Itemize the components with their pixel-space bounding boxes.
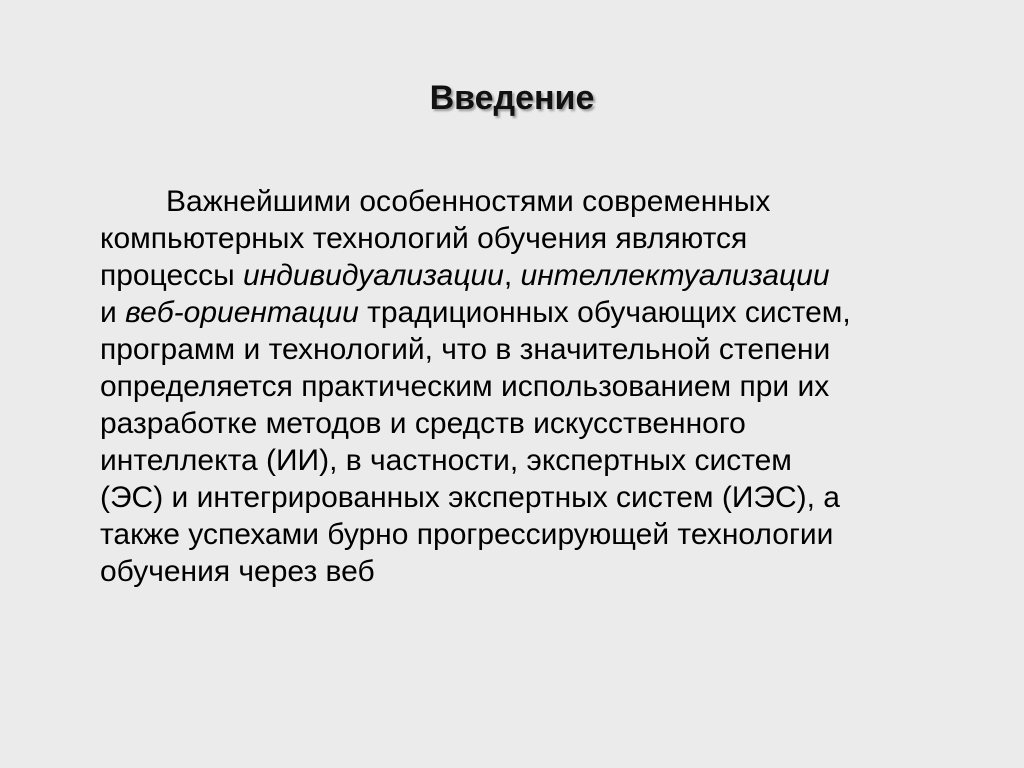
italic-term-individualization: индивидуализации [243, 259, 504, 292]
paragraph-line: Важнейшими особенностями современных [166, 185, 771, 218]
paragraph-line [100, 294, 970, 331]
paragraph-line: обучения через веб [100, 555, 375, 588]
text-run: , [503, 259, 521, 292]
italic-term-web-orientation: веб-ориентации [125, 296, 359, 329]
paragraph-line: (ЭС) и интегрированных экспертных систем (ИЭС), а [100, 481, 840, 514]
slide-title: Введение [429, 79, 595, 117]
text-run: процессы [100, 259, 244, 292]
paragraph-line: компьютерных технологий обучения являются [100, 222, 748, 255]
paragraph-line [100, 257, 970, 294]
paragraph-line: также успехами бурно прогрессирующей технологии [100, 518, 834, 551]
text-run: и [100, 296, 126, 329]
italic-term-intellectualization: интеллектуализации [520, 259, 830, 292]
paragraph-line: определяется практическим использованием при их [100, 370, 830, 403]
paragraph-line: разработке методов и средств искусственного [100, 407, 746, 440]
slide-body-paragraph [100, 183, 970, 590]
paragraph-line: интеллекта (ИИ), в частности, экспертных систем [100, 444, 792, 477]
text-run: традиционных обучающих систем, [358, 296, 851, 329]
paragraph-line: программ и технологий, что в значительной степени [100, 333, 831, 366]
